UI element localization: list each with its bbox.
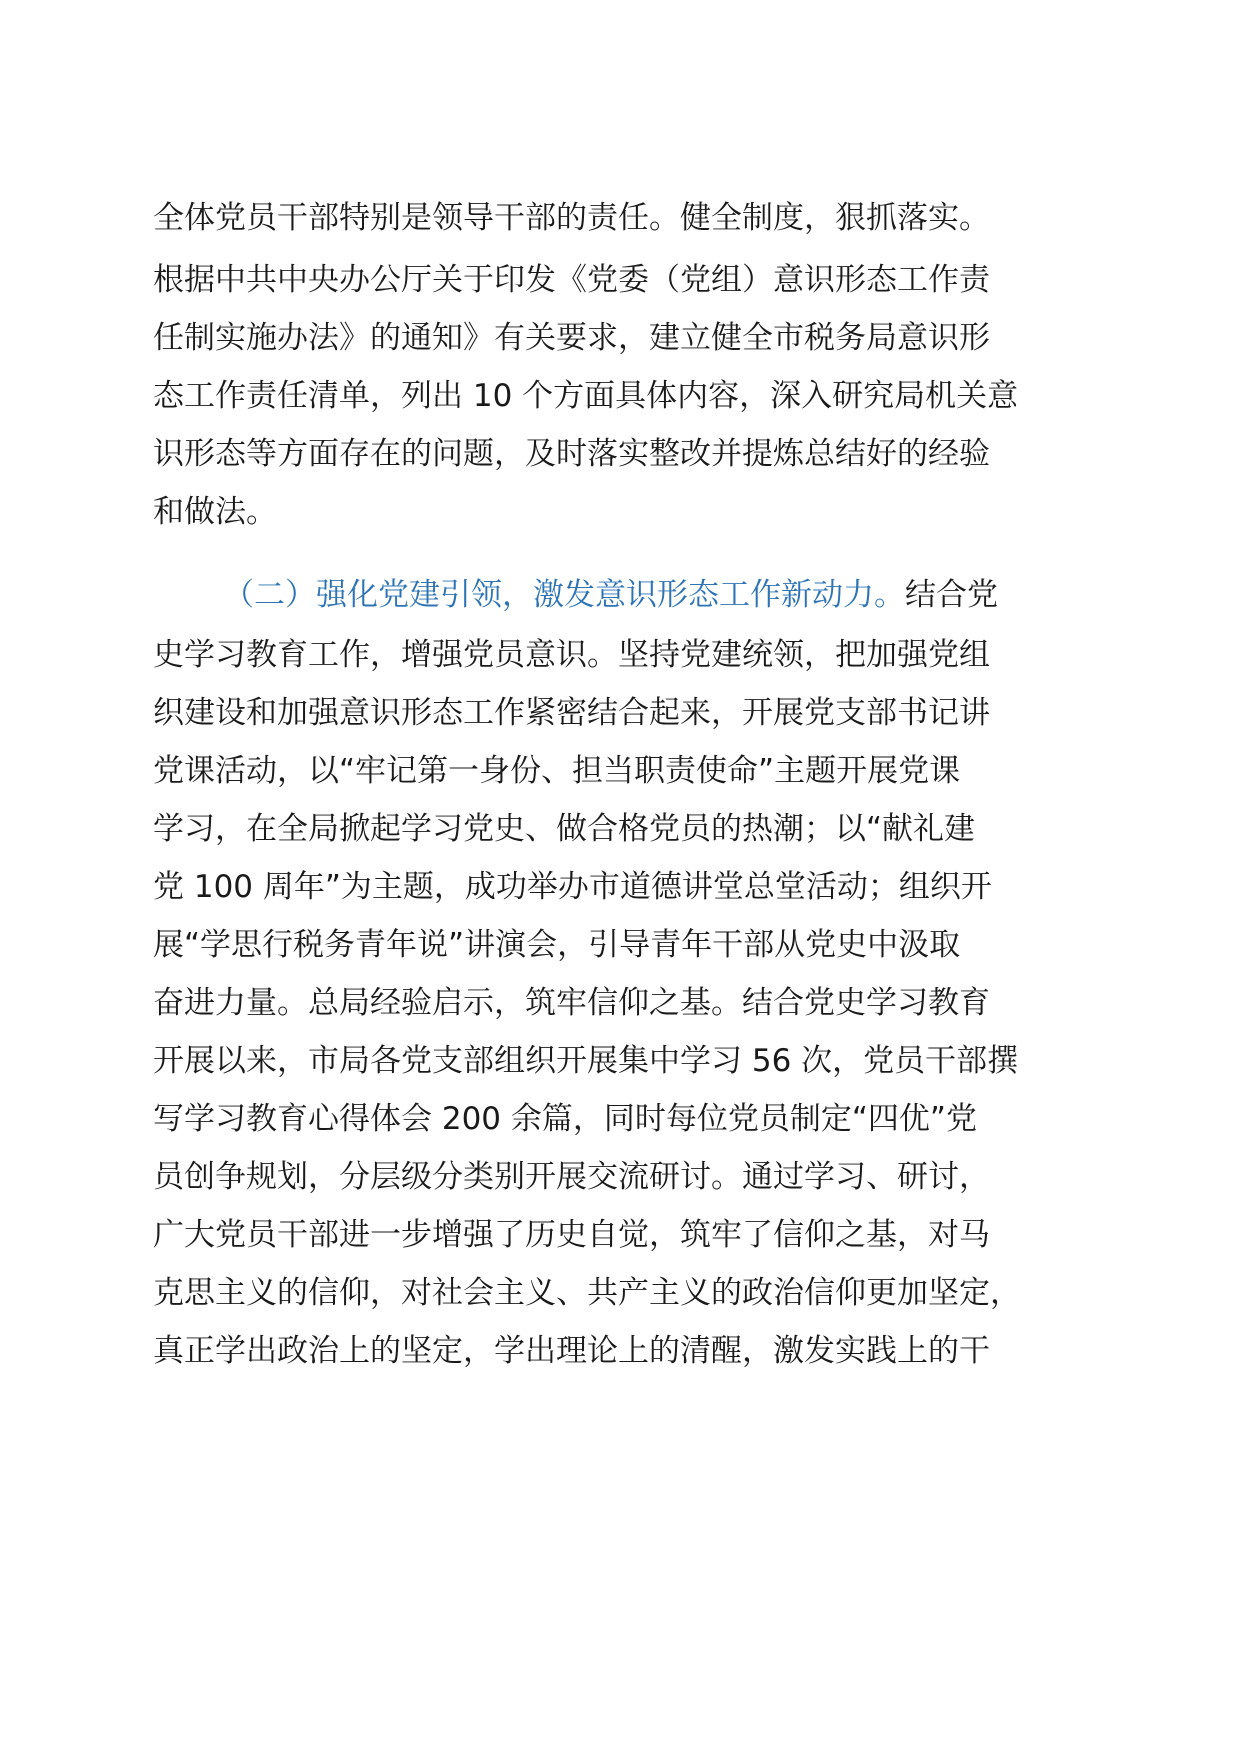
paragraph-2-line-14: 真正学出政治上的坚定，学出理论上的清醒，激发实践上的干 (153, 1333, 990, 1369)
section-heading: （二）强化党建引领，激发意识形态工作新动力。 (223, 577, 905, 613)
paragraph-1-line-2: 根据中共中央办公厅关于印发《党委（党组）意识形态工作责 (153, 262, 990, 298)
paragraph-2-line-8: 奋进力量。总局经验启示，筑牢信仰之基。结合党史学习教育 (153, 985, 990, 1021)
paragraph-2-line-12: 广大党员干部进一步增强了历史自觉，筑牢了信仰之基，对马 (153, 1217, 990, 1253)
paragraph-2-line-2: 史学习教育工作，增强党员意识。坚持党建统领，把加强党组 (153, 637, 990, 673)
paragraph-1-line-3: 任制实施办法》的通知》有关要求，建立健全市税务局意识形 (153, 320, 990, 356)
paragraph-2-line-7: 展“学思行税务青年说”讲演会，引导青年干部从党史中汲取 (153, 927, 961, 963)
paragraph-2-line-6: 党 100 周年”为主题，成功举办市道德讲堂总堂活动；组织开 (153, 869, 992, 905)
paragraph-1-line-6: 和做法。 (153, 494, 277, 530)
paragraph-2-line-1-rest: 结合党 (905, 577, 998, 613)
paragraph-2-line-11: 员创争规划，分层级分类别开展交流研讨。通过学习、研讨， (153, 1159, 990, 1195)
paragraph-1-line-1: 全体党员干部特别是领导干部的责任。健全制度，狠抓落实。 (153, 200, 990, 236)
paragraph-2-line-3: 织建设和加强意识形态工作紧密结合起来，开展党支部书记讲 (153, 695, 990, 731)
paragraph-2-line-5: 学习，在全局掀起学习党史、做合格党员的热潮；以“献礼建 (153, 811, 976, 847)
paragraph-2-line-10: 写学习教育心得体会 200 余篇，同时每位党员制定“四优”党 (153, 1101, 977, 1137)
paragraph-2-line-9: 开展以来，市局各党支部组织开展集中学习 56 次，党员干部撰 (153, 1043, 1019, 1079)
paragraph-2-line-4: 党课活动，以“牢记第一身份、担当职责使命”主题开展党课 (153, 753, 961, 789)
paragraph-1-line-5: 识形态等方面存在的问题，及时落实整改并提炼总结好的经验 (153, 436, 990, 472)
paragraph-2-line-13: 克思主义的信仰，对社会主义、共产主义的政治信仰更加坚定， (153, 1275, 1021, 1311)
paragraph-1-line-4: 态工作责任清单，列出 10 个方面具体内容，深入研究局机关意 (153, 378, 1019, 414)
paragraph-2-line-1 (223, 575, 998, 615)
